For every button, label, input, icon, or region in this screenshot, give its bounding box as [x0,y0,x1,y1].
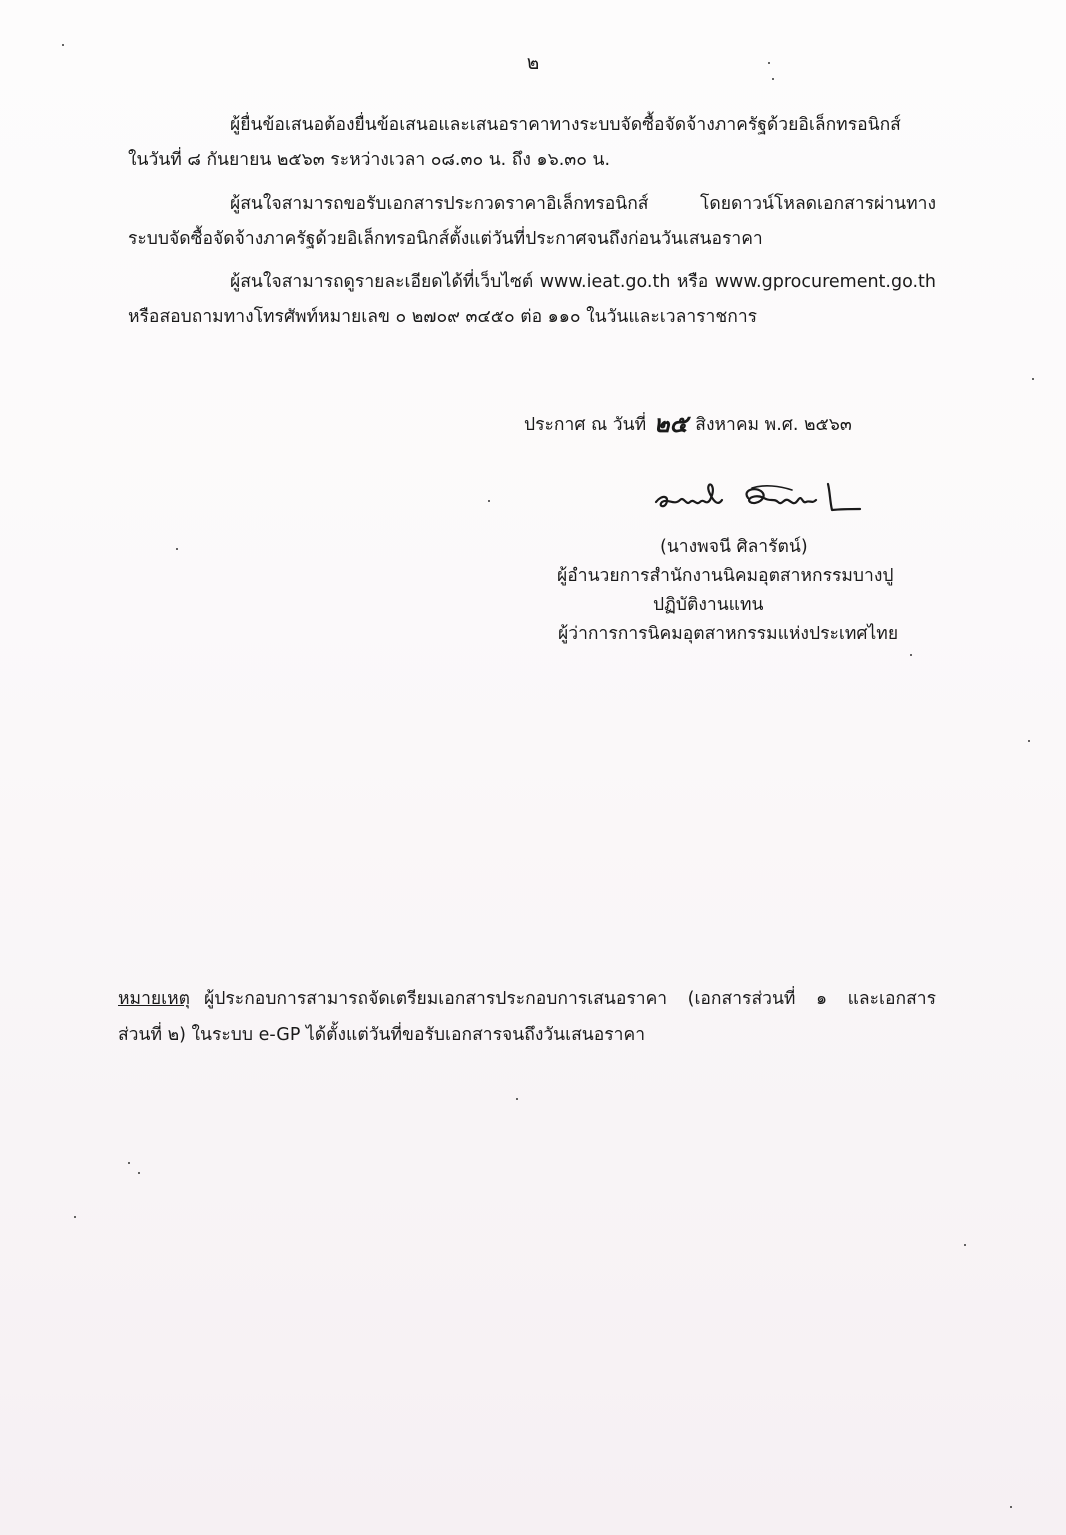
signer-block [500,533,980,649]
paragraph-line: ผู้สนใจสามารถขอรับเอกสารประกวดราคาอิเล็กทรอนิกส์ โดยดาวน์โหลดเอกสารผ่านทาง [230,194,936,214]
remark-text-line1: ผู้ประกอบการสามารถจัดเตรียมเอกสารประกอบการเสนอราคา (เอกสารส่วนที่ ๑ และเอกสาร [204,989,936,1009]
scan-speck [768,62,770,64]
paragraph-line: ผู้สนใจสามารถดูรายละเอียดได้ที่เว็บไซต์ www.ieat.go.th หรือ www.gprocurement.go.th [230,272,936,292]
paragraph-line: ผู้ยื่นข้อเสนอต้องยื่นข้อเสนอและเสนอราคาทางระบบจัดซื้อจัดจ้างภาครัฐด้วยอิเล็กทรอนิกส์ [230,115,901,135]
scan-speck [1010,1506,1012,1508]
contact-paragraph [128,265,936,335]
paragraph-line: ในวันที่ ๘ กันยายน ๒๕๖๓ ระหว่างเวลา ๐๘.๓๐ น. ถึง ๑๖.๓๐ น. [128,150,611,170]
document-download-paragraph [128,187,936,257]
signer-acting-for: ปฏิบัติงานแทน [653,595,764,615]
announcement-day-handwritten: ๒๕ [653,409,688,438]
paragraph-line: หรือสอบถามทางโทรศัพท์หมายเลข ๐ ๒๗๐๙ ๓๔๕๐ ต่อ ๑๑๐ ในวันและเวลาราชการ [128,307,758,327]
announcement-date [524,402,852,441]
remark-label: หมายเหตุ [118,989,191,1009]
handwritten-signature [652,476,864,524]
scan-speck [488,500,490,502]
submission-paragraph [128,108,936,178]
remark-line [118,981,936,1017]
scan-speck [910,654,912,656]
announcement-date-suffix: สิงหาคม พ.ศ. ๒๕๖๓ [695,415,852,435]
scan-speck [62,44,64,46]
page-number: ๒ [526,52,540,74]
scan-speck [964,1244,966,1246]
signer-title: ผู้อำนวยการสำนักงานนิคมอุตสาหกรรมบางปู [557,566,894,586]
scan-speck [138,1172,140,1174]
announcement-date-prefix: ประกาศ ณ วันที่ [524,415,647,435]
signer-name: (นางพจนี ศิลารัตน์) [660,537,808,557]
scan-speck [74,1216,76,1218]
remark-note [118,981,936,1053]
scan-speck [516,1098,518,1100]
scan-speck [176,548,178,550]
scan-speck [128,1162,130,1164]
scan-speck [1028,740,1030,742]
signer-organization: ผู้ว่าการการนิคมอุตสาหกรรมแห่งประเทศไทย [558,624,899,644]
scan-speck [772,78,774,80]
scan-speck [1032,378,1034,380]
paragraph-line: ระบบจัดซื้อจัดจ้างภาครัฐด้วยอิเล็กทรอนิกส์ตั้งแต่วันที่ประกาศจนถึงก่อนวันเสนอราคา [128,229,763,249]
remark-text-line2: ส่วนที่ ๒) ในระบบ e-GP ได้ตั้งแต่วันที่ขอรับเอกสารจนถึงวันเสนอราคา [118,1025,646,1045]
